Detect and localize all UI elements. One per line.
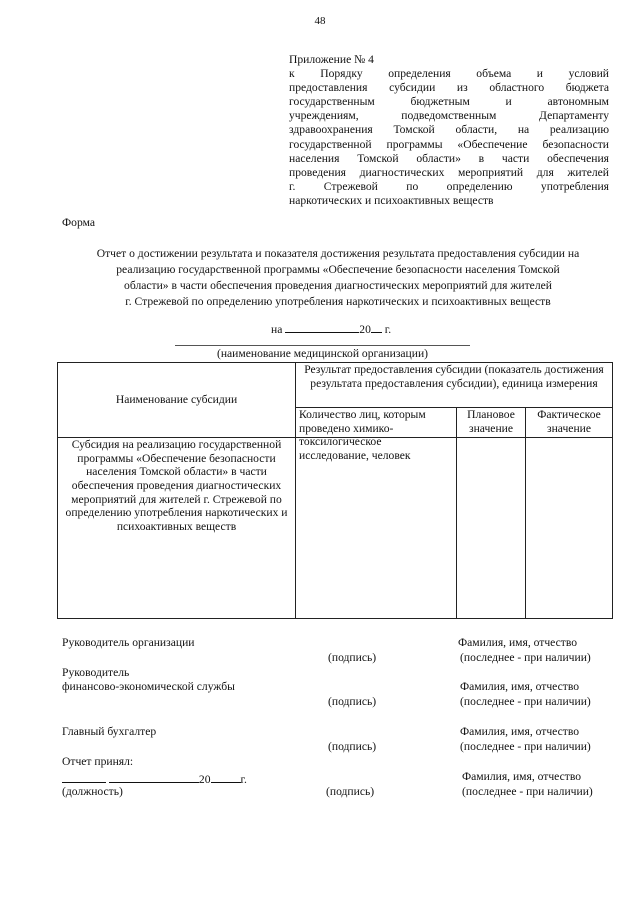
accepted-year-blank[interactable]	[211, 770, 241, 783]
table-header-row	[58, 363, 613, 408]
actual-value-header: Фактическое значение	[526, 408, 613, 438]
report-date-line	[271, 320, 391, 337]
finance-sign-caption: (подпись)	[328, 695, 377, 708]
head-sign-caption: (подпись)	[328, 651, 377, 664]
appendix-line: здравоохранения Томской области, на реализацию	[289, 123, 609, 137]
appendix-line: населения Томской области» в части обеспечения	[289, 151, 609, 165]
subsidy-name-cell: Субсидия на реализацию государственной программы «Обеспечение безопасности населения Томской области» в части обеспечения проведения диагностических мероприятий для жителей г. Стрежевой по определению употребления наркотических и психоактивных веществ	[58, 438, 296, 619]
date-prefix: на	[271, 323, 283, 336]
org-name-caption: (наименование медицинской организации)	[216, 347, 429, 360]
appendix-line: наркотических и психоактивных веществ	[289, 193, 494, 207]
appendix-line: Приложение № 4	[289, 53, 374, 66]
appendix-line: проведения диагностических мероприятий для жителей	[289, 165, 609, 179]
signature-accepted	[60, 755, 620, 801]
accountant-name-caption: Фамилия, имя, отчество	[460, 725, 580, 738]
report-table	[57, 362, 613, 619]
people-count-header	[296, 408, 457, 463]
date-suffix: г.	[384, 323, 392, 336]
head-role: Руководитель организации	[62, 636, 195, 649]
date-year-prefix: 20	[359, 323, 371, 336]
actual-value-cell[interactable]	[526, 438, 613, 619]
form-label: Форма	[62, 216, 95, 229]
signature-head	[60, 636, 620, 666]
planned-value-header: Плановое значение	[457, 408, 526, 438]
page-number: 48	[314, 15, 326, 27]
report-title-line: Отчет о достижении результата и показателя достижения результата предоставления субсидии на	[96, 247, 580, 260]
people-count-header-text: Количество лиц, которым проведено химико-токсилогическое исследование, человек	[299, 408, 426, 463]
appendix-line: предоставления субсидии из областного бюджета	[289, 81, 609, 95]
accepted-name-note: (последнее - при наличии)	[462, 785, 593, 798]
date-blank[interactable]	[285, 320, 359, 333]
accountant-name-note: (последнее - при наличии)	[460, 740, 591, 753]
accepted-label: Отчет принял:	[62, 755, 134, 768]
org-name-line[interactable]	[175, 345, 470, 346]
report-title-line: г. Стрежевой по определению употребления наркотических и психоактивных веществ	[125, 295, 551, 308]
finance-role-line1: Руководитель	[62, 666, 130, 679]
planned-value-cell[interactable]	[457, 438, 526, 619]
report-title-line: области» в части обеспечения проведения диагностических мероприятий для жителей	[124, 279, 552, 292]
appendix-block	[289, 53, 609, 208]
accountant-sign-caption: (подпись)	[328, 740, 377, 753]
accepted-year-prefix: 20	[198, 773, 211, 786]
finance-name-note: (последнее - при наличии)	[460, 695, 591, 708]
appendix-line: учреждениям, подведомственным Департаменту	[289, 109, 609, 123]
finance-role-line2: финансово-экономической службы	[62, 680, 235, 693]
accepted-sign-caption: (подпись)	[326, 785, 375, 798]
appendix-line: государственным бюджетным и автономным	[289, 95, 609, 109]
head-name-caption: Фамилия, имя, отчество	[458, 636, 578, 649]
appendix-line: государственной программы «Обеспечение безопасности	[289, 137, 609, 151]
people-count-cell[interactable]	[296, 438, 457, 619]
finance-name-caption: Фамилия, имя, отчество	[460, 680, 580, 693]
subsidy-name-header: Наименование субсидии	[58, 363, 296, 438]
appendix-line: к Порядку определения объема и условий	[289, 67, 609, 81]
signature-accountant	[60, 725, 620, 755]
head-name-note: (последнее - при наличии)	[460, 651, 591, 664]
accountant-role: Главный бухгалтер	[62, 725, 157, 738]
report-title-line: реализацию государственной программы «Обеспечение безопасности населения Томской	[116, 263, 560, 276]
accepted-date-blank[interactable]	[109, 770, 199, 783]
table-row	[58, 438, 613, 619]
appendix-line: г. Стрежевой по определению употребления	[289, 179, 609, 193]
position-blank[interactable]	[62, 770, 106, 783]
report-title	[58, 246, 618, 310]
accepted-year-suffix: г.	[240, 773, 247, 786]
year-blank[interactable]	[371, 320, 382, 333]
accepted-name-caption: Фамилия, имя, отчество	[462, 770, 582, 783]
signature-finance	[60, 666, 620, 710]
result-header: Результат предоставления субсидии (показатель достижения результата предоставления субсидии), единица измерения	[296, 363, 613, 408]
accepted-position-caption: (должность)	[62, 785, 123, 798]
